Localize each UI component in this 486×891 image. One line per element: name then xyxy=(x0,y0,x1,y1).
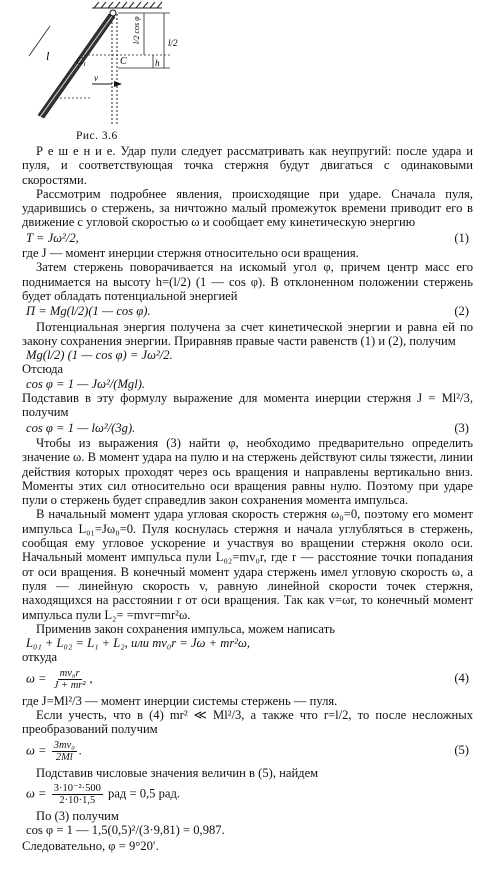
paragraph-10: Применив закон сохранения импульса, можем написать xyxy=(36,621,335,636)
paragraph-4: Затем стержень поворачивается на искомый угол φ, причем центр масс его поднимается на высоту h=(l/2) (1 — cos φ). В отклоненном положении стержень будет обладать потенциальной энергией xyxy=(22,260,473,303)
equation-5-lhs: ω = xyxy=(26,742,47,757)
equation-6-formula xyxy=(22,783,180,806)
label-c: C xyxy=(120,56,127,67)
equation-4-numerator: mv₀r xyxy=(59,667,80,679)
equation-6-rhs: рад = 0,5 рад. xyxy=(108,786,181,801)
equation-4a: L₀₁ + L₀₂ = L₁ + L₂, или mv₀r = Jω + mr²ω, xyxy=(26,636,251,651)
equation-2-formula: П = Mg(l/2)(1 — cos φ). xyxy=(26,304,151,319)
equation-5-numerator: 3mv₀ xyxy=(53,739,75,751)
label-v: v xyxy=(94,73,98,83)
equation-6-lhs: ω = xyxy=(26,786,47,801)
paragraph-6: Отсюда xyxy=(22,362,64,377)
equation-5-denominator: 2Ml xyxy=(55,751,73,763)
paragraph-9: В начальный момент удара угловая скорость стержня ω₀=0, поэтому его момент импульса L₀₁=Jω₀=0. Пуля коснулась стержня и начала углубляться в стержень, сообщая ему угловое ускорение и участвуя во вращении стержня около оси. Начальный момент импульса пули L₀₂=mv₀r, где r — расстояние точки попадания от оси вращения. В конечный момент удара стержень имел угловую скорость ω, а пуля — линейную скорость v, равную линейной скорости точек стержня, находящихся на расстоянии r от оси вращения. Так как v=ωr, то конечный момент импульса пули L₂= =mvr=mr²ω. xyxy=(22,507,473,622)
equation-1-number: (1) xyxy=(454,230,469,245)
figure-3-6 xyxy=(14,0,244,142)
equation-6-denominator: 2·10·1,5 xyxy=(59,794,96,806)
paragraph-13: Если учесть, что в (4) mr² ≪ Ml²/3, а также что r=l/2, то после несложных преобразований получим xyxy=(22,707,473,737)
paragraph-2: Рассмотрим подробнее явления, происходящие при ударе. Сначала пуля, ударившись о стержень, за ничтожно малый промежуток времени приводит его в движение с угловой скоростью ω и сообщает ему кинетическую энергию xyxy=(22,186,473,230)
equation-4 xyxy=(22,668,473,691)
equation-4-lhs: ω = xyxy=(26,671,47,686)
paragraph-12: где J=Ml²/3 — момент инерции системы стержень — пуля. xyxy=(22,693,338,708)
equation-2b: Mg(l/2) (1 — cos φ) = Jω²/2. xyxy=(26,348,173,363)
paragraph-14: Подставив числовые значения величин в (5), найдем xyxy=(36,765,319,780)
equation-3-formula: cos φ = 1 — lω²/(3g). xyxy=(26,420,136,435)
equation-7: cos φ = 1 — 1,5(0,5)²/(3·9,81) = 0,987. xyxy=(26,823,225,838)
paragraph-1: Р е ш е н и е. Удар пули следует рассматривать как неупругий: после удара и пуля, и соответствующая точка стержня будут двигаться с одинаковыми скоростями. xyxy=(22,144,473,187)
ceiling-hatch xyxy=(92,2,162,8)
equation-1 xyxy=(22,231,473,245)
equation-2-number: (2) xyxy=(454,304,469,319)
label-h: h xyxy=(155,58,160,68)
paragraph-8: Чтобы из выражения (3) найти φ, необходимо предварительно определить значение ω. В момент удара на пулю и на стержень действуют силы тяжести, линии действия которых проходят через ось вращения и направлены вертикально вниз. Моменты этих сил относительно оси вращения равны нулю. Поэтому при ударе пули о стержень будет справедлив закон сохранения момента импульса. xyxy=(22,435,473,508)
equation-4-denominator: J + mr² xyxy=(53,679,86,691)
paragraph-16: Следовательно, φ = 9°20′. xyxy=(22,839,159,854)
equation-4-fraction xyxy=(52,668,88,691)
equation-6-fraction xyxy=(52,783,103,806)
label-l2: l/2 xyxy=(168,38,178,48)
label-l2cos: l/2 cos φ xyxy=(132,16,141,44)
paragraph-11: откуда xyxy=(22,650,58,665)
figure-caption: Рис. 3.6 xyxy=(76,130,118,142)
paragraph-15: По (3) получим xyxy=(36,808,119,823)
equation-2c: cos φ = 1 — Jω²/(Mgl). xyxy=(26,376,146,391)
equation-3-number: (3) xyxy=(454,420,469,435)
equation-1-formula: T = Jω²/2, xyxy=(26,230,79,245)
equation-6-numerator: 3·10⁻²·500 xyxy=(53,782,101,794)
equation-4-number: (4) xyxy=(454,671,469,686)
equation-4-formula: ω = $\frac{\text{mv₀r}}{\text{J + mr²}}$ , xyxy=(26,667,93,691)
label-l: l xyxy=(46,49,50,63)
dimension-lines xyxy=(29,13,170,98)
equation-5-number: (5) xyxy=(454,742,469,757)
equation-2 xyxy=(22,304,473,318)
equation-3 xyxy=(22,421,473,435)
equation-5 xyxy=(22,740,473,763)
paragraph-5: Потенциальная энергия получена за счет кинетической энергии и равна ей по закону сохранения энергии. Приравняв правые части равенств (1) и (2), получим xyxy=(22,319,473,348)
paragraph-7: Подставив в эту формулу выражение для момента инерции стержня J = Ml²/3, получим xyxy=(22,391,473,420)
solution-text xyxy=(22,144,473,854)
pivot-point xyxy=(110,10,116,16)
equation-5-fraction xyxy=(52,740,77,763)
vertical-rod-outline xyxy=(112,14,117,126)
paragraph-3: где J — момент инерции стержня относительно оси вращения. xyxy=(22,246,359,261)
equation-5-formula: ω = $\frac{\text{3mv₀}}{2Ml}$ . xyxy=(26,739,83,763)
label-c1: C₁ xyxy=(76,56,87,67)
equation-6 xyxy=(22,783,473,806)
